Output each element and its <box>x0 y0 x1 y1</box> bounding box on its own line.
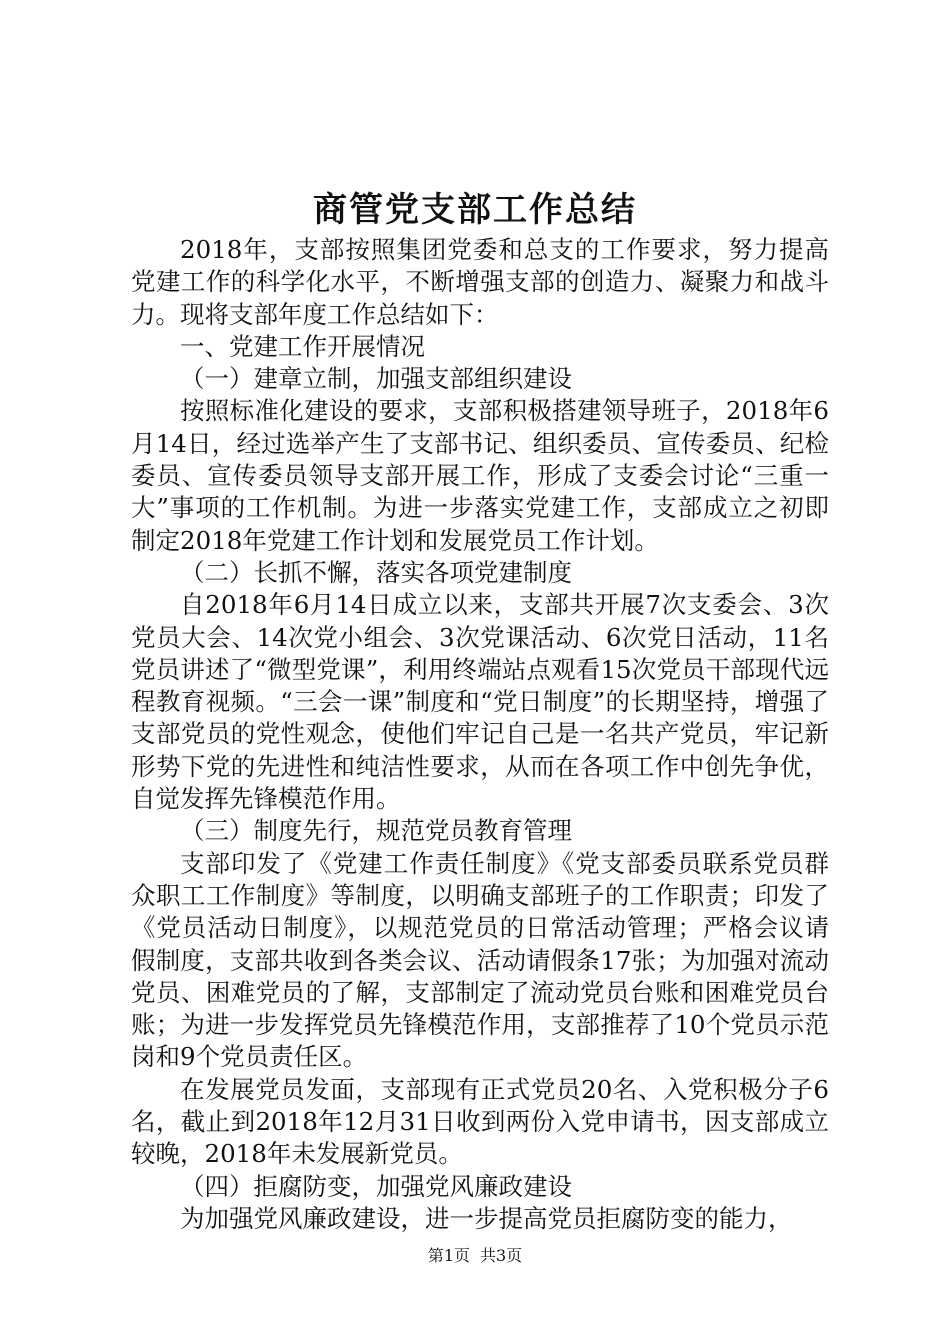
body-paragraph-1: 按照标准化建设的要求，支部积极搭建领导班子，2018年6月14日，经过选举产生了支部书记、组织委员、宣传委员、纪检委员、宣传委员领导支部开展工作，形成了支委会讨论“三重一大”事项的工作机制。为进一步落实党建工作，支部成立之初即制定2018年党建工作计划和发展党员工作计划。 <box>131 396 829 555</box>
page-total: 共3页 <box>480 1246 523 1265</box>
document-body <box>131 234 829 1235</box>
intro-paragraph: 2018年，支部按照集团党委和总支的工作要求，努力提高党建工作的科学化水平，不断增强支部的创造力、凝聚力和战斗力。现将支部年度工作总结如下： <box>131 235 829 329</box>
subsection-heading-3: （三）制度先行，规范党员教育管理 <box>180 816 572 846</box>
body-paragraph-4: 在发展党员发面，支部现有正式党员20名、入党积极分子6名，截止到2018年12月31日收到两份入党申请书，因支部成立较晚，2018年未发展新党员。 <box>131 1074 829 1169</box>
body-paragraph-3: 支部印发了《党建工作责任制度》《党支部委员联系党员群众职工工作制度》等制度，以明确支部班子的工作职责；印发了《党员活动日制度》，以规范党员的日常活动管理；严格会议请假制度，支部共收到各类会议、活动请假条17张；为加强对流动党员、困难党员的了解，支部制定了流动党员台账和困难党员台账；为进一步发挥党员先锋模范作用，支部推荐了10个党员示范岗和9个党员责任区。 <box>131 848 829 1072</box>
body-paragraph-5: 为加强党风廉政建设，进一步提高党员拒腐防变的能力， <box>180 1203 793 1233</box>
page-footer <box>0 1244 950 1268</box>
subsection-heading-2: （二）长抓不懈，落实各项党建制度 <box>180 557 572 587</box>
subsection-heading-1: （一）建章立制，加强支部组织建设 <box>180 364 572 394</box>
page-number: 第1页 <box>427 1246 470 1265</box>
body-paragraph-2: 自2018年6月14日成立以来，支部共开展7次支委会、3次党员大会、14次党小组会、3次党课活动、6次党日活动，11名党员讲述了“微型党课”，利用终端站点观看15次党员干部现代远程教育视频。“三会一课”制度和“党日制度”的长期坚持，增强了支部党员的党性观念，使他们牢记自己是一名共产党员，牢记新形势下党的先进性和纯洁性要求，从而在各项工作中创先争优，自觉发挥先锋模范作用。 <box>131 590 829 814</box>
subsection-heading-4: （四）拒腐防变，加强党风廉政建设 <box>180 1171 572 1201</box>
section-heading: 一、党建工作开展情况 <box>180 331 425 361</box>
document-title: 商管党支部工作总结 <box>313 190 637 230</box>
